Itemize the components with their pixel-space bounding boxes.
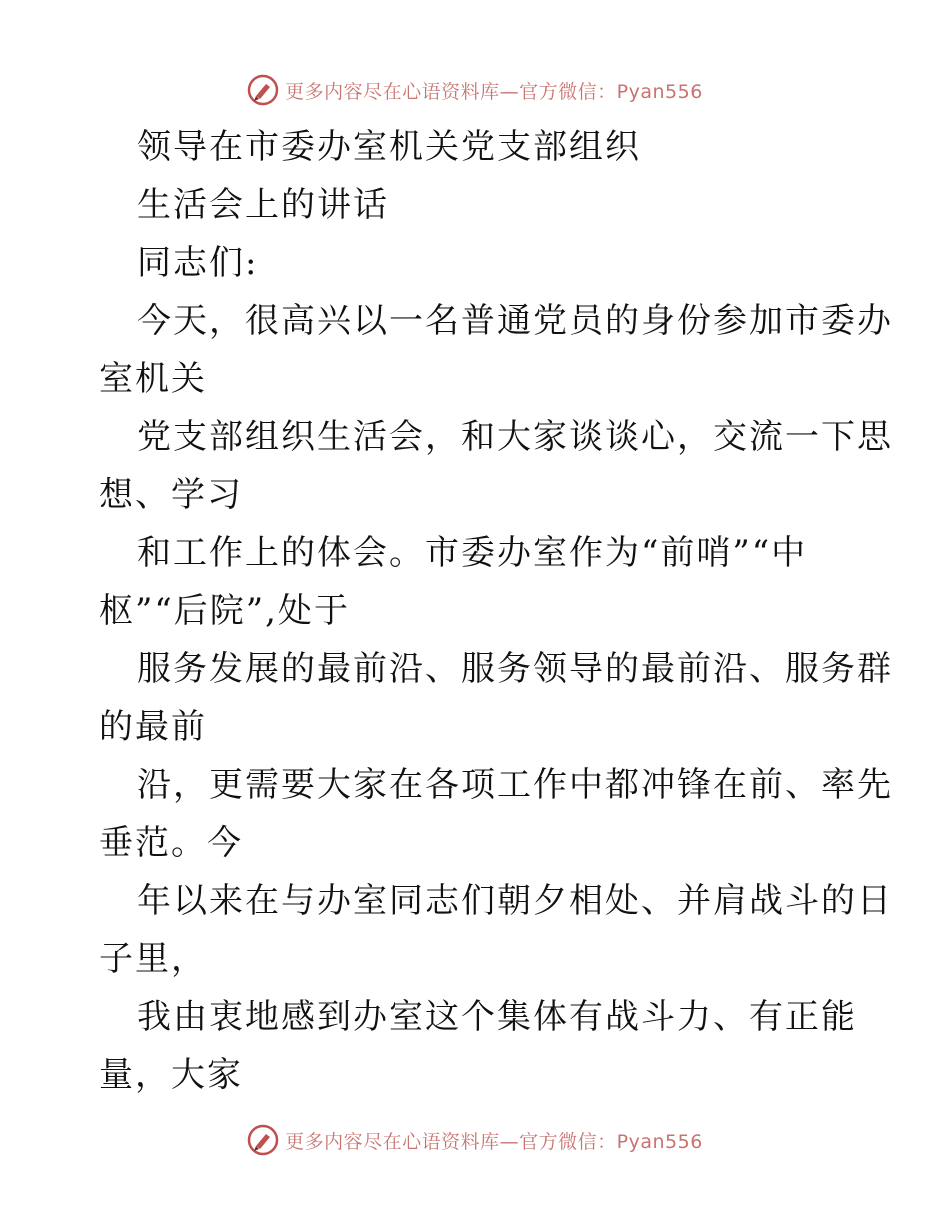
text-line: 服务发展的最前沿、服务领导的最前沿、服务群 <box>137 649 893 689</box>
text-line: 子里， <box>99 939 207 979</box>
watermark-text: 更多内容尽在心语资料库—官方微信：Pyan556 <box>285 80 703 103</box>
pen-logo-icon <box>247 74 279 106</box>
text-line: 量，大家 <box>99 1055 243 1095</box>
text-line: 生活会上的讲话 <box>137 185 389 225</box>
text-line: 党支部组织生活会，和大家谈谈心，交流一下思 <box>137 417 893 457</box>
watermark-banner-bottom <box>0 1120 950 1160</box>
text-line: 我由衷地感到办室这个集体有战斗力、有正能 <box>137 997 857 1037</box>
text-line: 的最前 <box>99 707 207 747</box>
pen-logo-icon <box>247 1124 279 1156</box>
text-line: 想、学习 <box>99 475 243 515</box>
text-line: 领导在市委办室机关党支部组织 <box>137 127 641 167</box>
text-line: 和工作上的体会。市委办室作为“前哨”“中 <box>137 533 808 573</box>
text-line: 今天，很高兴以一名普通党员的身份参加市委办 <box>137 301 893 341</box>
document-body <box>99 118 893 1104</box>
text-line: 同志们: <box>137 243 259 283</box>
watermark-banner-top <box>0 70 950 110</box>
text-line: 枢”“后院”,处于 <box>99 591 350 631</box>
text-line: 室机关 <box>99 359 207 399</box>
text-line: 沿，更需要大家在各项工作中都冲锋在前、率先 <box>137 765 893 805</box>
text-line: 垂范。今 <box>99 823 243 863</box>
text-line: 年以来在与办室同志们朝夕相处、并肩战斗的日 <box>137 881 893 921</box>
watermark-text: 更多内容尽在心语资料库—官方微信：Pyan556 <box>285 1130 703 1153</box>
